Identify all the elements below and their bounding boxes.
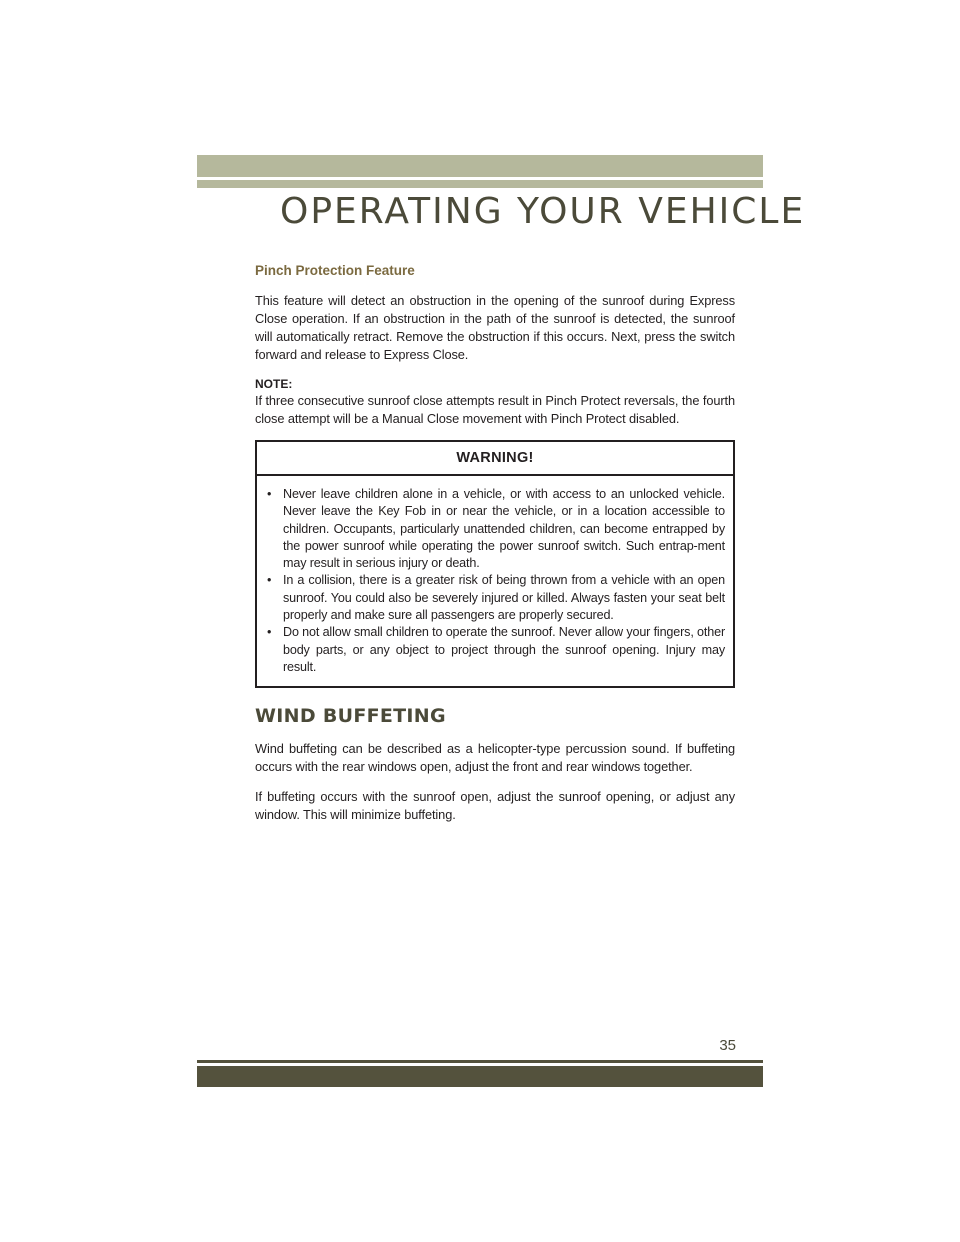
page-content — [255, 262, 735, 836]
note-label: NOTE: — [255, 377, 293, 391]
wind-buffeting-heading: WIND BUFFETING — [255, 705, 446, 728]
pinch-protection-body: This feature will detect an obstruction in the opening of the sunroof during Express Close operation. If an obstruction in the path of the sunroof is detected, the sunroof will automatically retract. Remove the obstruction if this occurs. Next, press the switch forward and release to Express Close. — [255, 293, 735, 362]
page-number: 35 — [719, 1037, 736, 1054]
warning-box — [255, 440, 735, 688]
footer-band — [197, 1066, 763, 1087]
warning-list — [257, 476, 733, 686]
warning-item-text: Never leave children alone in a vehicle, or with access to an unlocked vehicle. Never leave the Key Fob in or near the vehicle, or in a location accessible to children. Occupants, particularly unattended children, can become entrapped by the power sunroof while operating the power sunroof switch. Such entrap-ment may result in serious injury or death. — [283, 487, 725, 571]
wind-buffeting-paragraph: Wind buffeting can be described as a helicopter-type percussion sound. If buffeting occurs with the rear windows open, adjust the front and rear windows together. — [255, 741, 735, 775]
footer-rule — [197, 1060, 763, 1063]
header-band — [197, 155, 763, 177]
bullet-icon: • — [267, 573, 272, 588]
pinch-protection-heading: Pinch Protection Feature — [255, 263, 415, 278]
warning-item — [267, 486, 725, 572]
warning-item — [267, 572, 725, 624]
wind-buffeting-paragraph: If buffeting occurs with the sunroof open, adjust the sunroof opening, or adjust any window. This will minimize buffeting. — [255, 789, 735, 823]
header-rule — [197, 180, 763, 188]
warning-item-text: In a collision, there is a greater risk of being thrown from a vehicle with an open sunroof. You could also be severely injured or killed. Always fasten your seat belt properly and make sure all passengers are properly secured. — [283, 573, 725, 623]
section-title: OPERATING YOUR VEHICLE — [280, 191, 806, 232]
note-text: If three consecutive sunroof close attempts result in Pinch Protect reversals, the fourth close attempt will be a Manual Close movement with Pinch Protect disabled. — [255, 393, 735, 426]
warning-title: WARNING! — [257, 442, 733, 476]
warning-item-text: Do not allow small children to operate the sunroof. Never allow your fingers, other body parts, or any object to project through the sunroof opening. Injury may result. — [283, 625, 725, 674]
bullet-icon: • — [267, 625, 272, 640]
warning-item — [267, 624, 725, 676]
bullet-icon: • — [267, 487, 272, 501]
